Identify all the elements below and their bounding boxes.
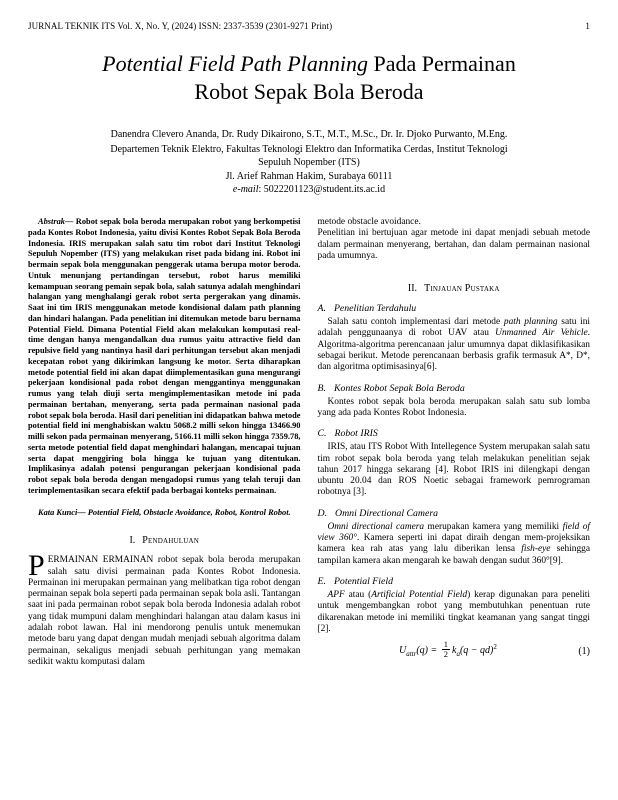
- subsection-b-title: Kontes Robot Sepak Bola Beroda: [333, 382, 465, 394]
- eq-power: 2: [493, 643, 497, 652]
- paragraph-potential-field: APF atau (Artificial Potential Field) kerap digunakan para peneliti untuk mengembangkan robot yang membutuhkan penentuan rute dikarenakan metode ini memiliki tingkat keamanan yang sangat tinggi [2].: [317, 589, 590, 634]
- continuation-line: metode obstacle avoidance.: [317, 217, 421, 227]
- subsection-c-heading: [318, 428, 591, 439]
- email-line: [0, 183, 618, 197]
- objective-paragraph: Penelitian ini bertujuan agar metode ini dapat menjadi sebuah metode dalam permainan menyerang, bertahan, dan dalam permainan nasional pada umumnya.: [317, 228, 590, 261]
- title-italic-part: Potential Field Path Planning: [102, 51, 368, 76]
- paragraph-penelitian-terdahulu: Salah satu contoh implementasi dari metode path planning satu ini adalah penggunaanya di robot UAV atau Unmanned Air Vehicle. Algoritma-algoritma perencanaan jalur umumnya dapat diklasifikasikan sebagai berikut. Metode perencanaan berbasis grafik termasuk A*, D*, dan algoritma optimisasinya[6].: [317, 317, 591, 373]
- equation-body: [318, 640, 579, 662]
- eq-u-subscript: attr: [406, 650, 417, 659]
- section1-title: Pendahuluan: [142, 535, 200, 547]
- subsection-a-number: A.: [317, 303, 326, 315]
- section-heading-tinjauan-pustaka: [318, 283, 591, 294]
- subsection-b-number: B.: [317, 382, 326, 394]
- intro-lead: ERMAINAN ERMAINAN: [47, 555, 154, 566]
- paragraph-omni-camera: Omni directional camera merupakan kamera yang memiliki field of view 360°. Kamera seperti ini dapat diraih dengan mem-projeksikan kamera kea rah atas yang lalu diberikan lensa fish-eye sehingga tampilan kamera akan mengarah ke bawah dengan sudut 360°[9].: [317, 521, 590, 566]
- abstract-text: Robot sepak bola beroda merupakan robot yang berkompetisi pada Kontes Robot Indonesia, yaitu divisi Kontes Robot Sepak Bola Beroda Indonesia. IRIS merupakan salah satu tim robot dari Institut Teknologi Sepuluh Nopember (ITS) yang melakukan riset pada bidang ini. Robot ini bermain sepak bola menggunakan penggerak utama berupa motor beroda. Untuk menunjang pertandingan tersebut, robot harus memiliki kemampuan seorang pemain sepak bola, salah satunya adalah menghindari halangan yang menghalangi gerak robot serta pergerakan yang dinamis. Saat ini tim IRIS menggunakan metode kondisional dalam path planning dan hindari halangan. Pada penelitian ini ditemukan metode baru bernama Potential Field. Dimana Potential Field akan melakukan komputasi real-time dengan hanya mengandalkan dua rumus yaitu attractive field dan repulsive field yang nantinya hasil dari perhitungan tersebut akan menjadi kecepatan robot yang dikirimkan langsung ke motor. Serta diharapkan metode potential field ini akan dapat diimplementasikan guna mengurangi pekerjaan kondisional pada robot dengan menggantinya menggunakan rumus yang telah diuji serta mengimplementasikan metode ini pada permainan bertahan, menyerang, serta pada permainan nasional pada robot sepak bola beroda. Hasil dari penelitian ini didapatkan bahwa metode potential field ini menghabiskan waktu 5068.2 milli sekon hingga 13466.90 milli sekon pada permainan menyerang, 5166.11 milli sekon hingga 7359.78, serta metode potential field dapat menghindari halangan, mencapai tujuan serta dapat menggiring bola hingga ke tujuan yang ditentukan. Implikasinya adalah potensi pengurangan pekerjaan kondisional pada robot sepak bola beroda dengan mengadopsi rumus yang telah teruji dan terimplementasikan secara efektif pada berbagai konteks permainan.: [28, 217, 301, 495]
- equation-1: [318, 640, 591, 662]
- subsection-d-title: Omni Directional Camera: [335, 507, 439, 519]
- affiliation-line1: Departemen Teknik Elektro, Fakultas Teknologi Elektro dan Informatika Cerdas, Institut Teknologi: [110, 143, 508, 155]
- keywords-text: Potential Field, Obstacle Avoidance, Robot, Kontrol Robot.: [85, 507, 291, 517]
- left-column: [28, 217, 301, 668]
- page-number: 1: [585, 21, 590, 31]
- authors: Danendra Clevero Ananda, Dr. Rudy Dikairono, S.T., M.T., M.Sc., Dr. Ir. Djoko Purwanto, M.Eng.: [110, 129, 508, 140]
- eq-fraction: [442, 640, 450, 659]
- subsection-c-number: C.: [317, 428, 327, 440]
- title-plain-part: Pada Permainan: [367, 51, 516, 76]
- email-value: : 5022201123@student.its.ac.id: [258, 184, 386, 196]
- subsection-c-title: Robot IRIS: [334, 428, 378, 440]
- section1-number: I.: [129, 535, 136, 547]
- subsection-e-number: E.: [317, 575, 326, 587]
- paragraph-kontes-robot: Kontes robot sepak bola beroda merupakan salah satu sub lomba yang ada pada Kontes Robot Indonesia.: [317, 396, 590, 418]
- abstract-label: Abstrak—: [38, 217, 74, 226]
- eq-fraction-denominator: 2: [443, 649, 448, 660]
- title-line1: [102, 51, 516, 76]
- section-heading-pendahuluan: [28, 535, 301, 546]
- eq-parenthesis: (q − qd): [459, 645, 494, 657]
- two-column-body: [28, 217, 590, 668]
- subsection-a-heading: [318, 303, 591, 314]
- drop-cap: P: [28, 549, 45, 583]
- subsection-a-title: Penelitian Terdahulu: [333, 303, 417, 315]
- eq-lhs-rest: (q) =: [416, 645, 438, 657]
- subsection-d-number: D.: [317, 507, 328, 519]
- right-column: [318, 217, 591, 668]
- eq-fraction-numerator: 1: [443, 639, 448, 650]
- equation-number: (1): [578, 645, 590, 657]
- subsection-d-heading: [318, 508, 591, 519]
- byline: [0, 128, 618, 197]
- abstract-paragraph: [28, 217, 301, 497]
- eq-k-subscript: a: [456, 650, 460, 659]
- intro-paragraph: [28, 549, 301, 668]
- address: Jl. Arief Rahman Hakim, Surabaya 60111: [225, 170, 393, 182]
- email-label: e-mail: [232, 184, 259, 196]
- subsection-e-heading: [318, 576, 591, 587]
- section2-number: II.: [407, 283, 418, 295]
- section2-title: Tinjauan Pustaka: [424, 283, 500, 295]
- journal-info: JURNAL TEKNIK ITS Vol. X, No. Y, (2024) ISSN: 2337-3539 (2301-9271 Print): [28, 21, 333, 31]
- affiliation-line2: Sepuluh Nopember (ITS): [258, 157, 360, 169]
- eq-k: k: [451, 645, 457, 657]
- eq-u: U: [398, 645, 407, 657]
- paragraph-robot-iris: IRIS, atau ITS Robot With Intellegence System merupakan salah satu tim robot sepak bola beroda yang telah melakukan penelitian sejak tahun 2017 hingga sekarang [4]. Robot IRIS ini dilengkapi dengan ubuntu 20.04 dan ROS Noetic sebagai framework pemrograman robotnya [3].: [317, 442, 590, 498]
- running-header: [28, 21, 590, 31]
- subsection-b-heading: [318, 383, 591, 394]
- keywords-label: Kata Kunci—: [38, 507, 86, 517]
- subsection-e-title: Potential Field: [333, 575, 393, 587]
- keywords-paragraph: [28, 508, 301, 519]
- paper-title: [0, 50, 618, 106]
- intro-text: robot sepak bola beroda merupakan salah satu divisi permainan pada Kontes Robot Indonesia. Permainan ini merupakan permainan yang melibatkan tiga robot dengan permainan sepak bola seperti pada permainan sepak bola asli. Tantangan saat ini pada permainan robot sepak bola beroda Indonesia adalah robot yang tidak mumpuni dalam menghindari halangan atau dalam kasus ini adalah robot lawan. Hal ini mendorong penulis untuk menemukan metode baru yang dapat dengan mudah menjadi sebuah algoritma dalam permainan, sekaligus menjadi sebuah perhitungan yang memakan sedikit waktu komputasi dalam: [28, 555, 301, 667]
- title-line2: Robot Sepak Bola Beroda: [194, 79, 424, 104]
